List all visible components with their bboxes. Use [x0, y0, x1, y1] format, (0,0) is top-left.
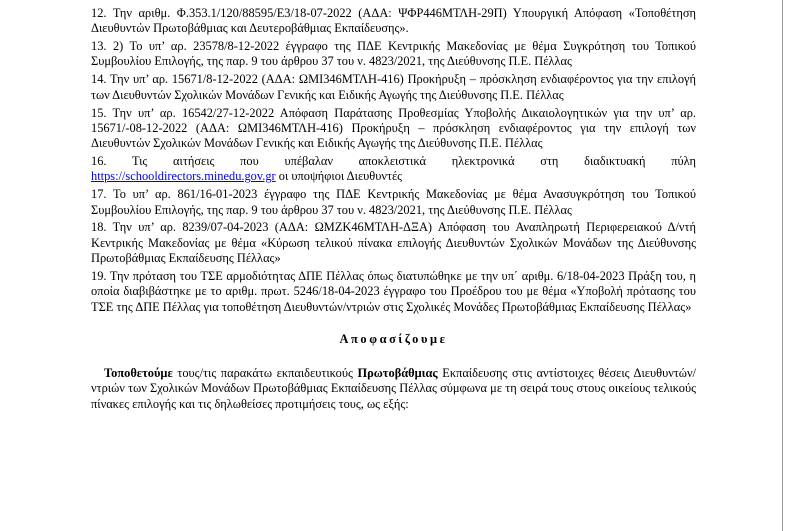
reference-item-16	[91, 154, 696, 185]
reference-item-18: 18. Την υπ’ αρ. 8239/07-04-2023 (ΑΔΑ: ΩΜΖΚ46ΜΤΛΗ-ΔΞΑ) Απόφαση του Αναπληρωτή Περιφερειακού Δ/ντή Κεντρικής Μακεδονίας με θέμα «Κύρωση τελικού πίνακα επιλογής Διευθυντών Σχολικών Μονάδων της Διεύθυνσης Πρωτοβάθμιας Εκπαίδευσης Πέλλας»	[91, 220, 696, 266]
schooldirectors-link[interactable]: https://schooldirectors.minedu.gov.gr	[91, 169, 276, 184]
reference-item-16-text: 16. Τις αιτήσεις που υπέβαλαν αποκλειστικά ηλεκτρονικά στη διαδικτυακή πύλη	[91, 154, 696, 169]
page-edge-divider	[782, 0, 783, 531]
reference-item-16-tail: οι υποψήφιοι Διευθυντές	[275, 169, 403, 184]
decision-verb: Τοποθετούμε	[104, 366, 173, 381]
decision-text-2: Εκπαίδευσης στις αντίστοιχες θέσεις Διευθυντών/ντριών των Σχολικών Μονάδων Πρωτοβάθμιας Εκπαίδευσης Πέλλας σύμφωνα με τη σειρά τους στους οικείους τελικούς πίνακες επιλογής και τις δηλωθείσες προτιμήσεις τους, ως εξής:	[91, 366, 696, 411]
reference-item-17: 17. Το υπ’ αρ. 861/16-01-2023 έγγραφο της ΠΔΕ Κεντρικής Μακεδονίας με θέμα Ανασυγκρότηση του Τοπικού Συμβουλίου Επιλογής, της παρ. 9 του άρθρου 37 του ν. 4823/2021, της Διεύθυνσης Π.Ε. Πέλλας	[91, 187, 696, 217]
reference-item-14: 14. Την υπ’ αρ. 15671/8-12-2022 (ΑΔΑ: ΩΜΙ346ΜΤΛΗ-416) Προκήρυξη – πρόσκληση ενδιαφέροντος για την επιλογή των Διευθυντών Σχολικών Μονάδων Γενικής και Ειδικής Αγωγής της Διεύθυνσης Π.Ε. Πέλλας	[91, 72, 696, 102]
decision-heading: Αποφασίζουμε	[339, 331, 448, 346]
reference-item-12: 12. Την αριθμ. Φ.353.1/120/88595/Ε3/18-07-2022 (ΑΔΑ: ΨΦΡ446ΜΤΛΗ-29Π) Υπουργική Απόφαση «Τοποθέτηση Διευθυντών Πρωτοβάθμιας και Δευτεροβάθμιας Εκπαίδευσης».	[91, 6, 696, 36]
reference-item-13: 13. 2) Το υπ’ αρ. 23578/8-12-2022 έγγραφο της ΠΔΕ Κεντρικής Μακεδονίας με θέμα Συγκρότηση του Τοπικού Συμβουλίου Επιλογής, της παρ. 9 του άρθρου 37 του ν. 4823/2021, της Διεύθυνσης Π.Ε. Πέλλας	[91, 39, 696, 69]
document-page	[91, 6, 696, 424]
decision-level: Πρωτοβάθμιας	[357, 366, 438, 381]
decision-text-1: τους/τις παρακάτω εκπαιδευτικούς	[172, 366, 358, 381]
reference-item-19: 19. Την πρόταση του ΤΣΕ αρμοδιότητας ΔΠΕ Πέλλας όπως διατυπώθηκε με την υπ΄ αριθμ. 6/18-04-2023 Πράξη του, η οποία διαβιβάστηκε με το αριθμ. πρωτ. 5246/18-04-2023 έγγραφο του Προέδρου του με θέμα «Υποβολή πρότασης του ΤΣΕ της ΔΠΕ Πέλλας για τοποθέτηση Διευθυντών/ντριών στις Σχολικές Μονάδες Πρωτοβάθμιας Εκπαίδευσης Πέλλας»	[91, 268, 696, 314]
decision-paragraph	[91, 366, 696, 412]
reference-item-15: 15. Την υπ’ αρ. 16542/27-12-2022 Απόφαση Παράτασης Προθεσμίας Υποβολής Δικαιολογητικών για την υπ’ αρ. 15671/-08-12-2022 (ΑΔΑ: ΩΜΙ346ΜΤΛΗ-416) Προκήρυξη – πρόσκληση ενδιαφέροντος για την επιλογή των Διευθυντών Σχολικών Μονάδων Γενικής και Ειδικής Αγωγής της Διεύθυνσης Π.Ε. Πέλλας	[91, 105, 696, 151]
